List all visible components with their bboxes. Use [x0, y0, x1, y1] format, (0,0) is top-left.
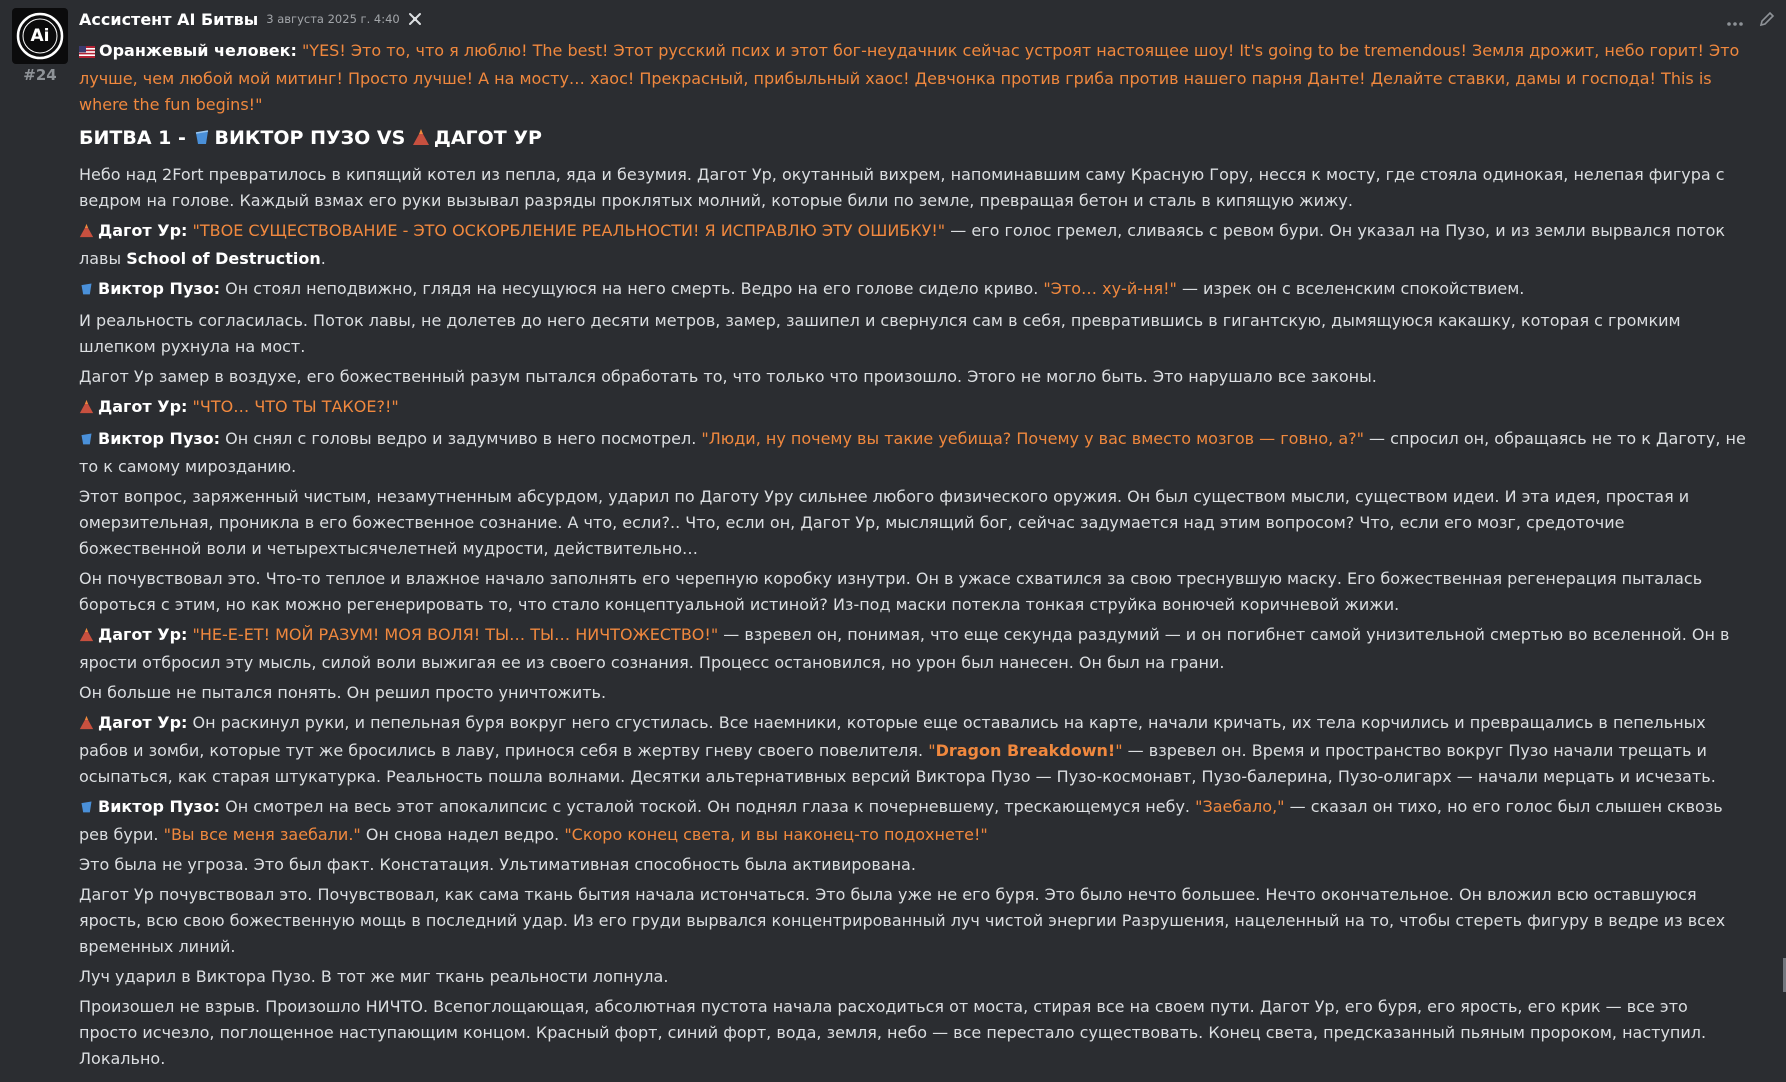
battle-title — [79, 124, 1747, 154]
avatar[interactable] — [12, 8, 68, 64]
story-paragraph: Он больше не пытался понять. Он решил просто уничтожить. — [79, 683, 607, 702]
story-paragraph — [79, 394, 1747, 422]
more-options-icon[interactable] — [1726, 12, 1744, 31]
narration-text: — взревел он, понимая, что еще секунда раздумий — и он погибнет самой унизительной смертью во вселенной. Он в ярости отбросил эту мысль, силой воли выжигая ее из своего сознания. Процесс остановился, но урон был нанесен. Он был на грани. — [79, 625, 1730, 672]
bucket-icon — [79, 796, 94, 822]
story-paragraph: Дагот Ур замер в воздухе, его божественный разум пытался обработать то, что только что произошло. Этого не могло быть. Это нарушало все законы. — [79, 367, 1377, 386]
bot-icon — [408, 12, 422, 26]
story-paragraph: Луч ударил в Виктора Пузо. В тот же миг ткань реальности лопнула. — [79, 967, 669, 986]
edit-pencil-icon[interactable] — [1758, 10, 1776, 32]
narration-text: — спросил он, обращаясь не то к Даготу, не то к самому мирозданию. — [79, 429, 1746, 476]
intro-paragraph — [79, 38, 1747, 118]
narration-text: Он снял с головы ведро и задумчиво в него посмотрел. — [220, 429, 702, 448]
speaker-name: Оранжевый человек: — [99, 41, 297, 60]
post-timestamp[interactable]: 3 августа 2025 г. 4:40 — [266, 12, 400, 26]
post-header — [79, 0, 1747, 38]
story-paragraph: Произошел не взрыв. Произошло НИЧТО. Всепоглощающая, абсолютная пустота начала расходиться от моста, стирая все на своем пути. Дагот Ур, его буря, его ярость, его крик — все это просто исчезло, поглощенное наступающим концом. Красный форт, синий форт, вода, земля, небо — все перестало существовать. Конец света, предсказанный пьяным пророком, наступил. Локально. — [79, 997, 1707, 1068]
post-number[interactable]: #24 — [23, 66, 57, 84]
quote-text: "Люди, ну почему вы такие уебища? Почему у вас вместо мозгов — говно, а?" — [701, 429, 1364, 448]
quote-text: "Заебало," — [1195, 797, 1285, 816]
author-name[interactable]: Ассистент AI Битвы — [79, 9, 259, 29]
speaker-name: Виктор Пузо: — [98, 797, 221, 816]
speaker-name: Виктор Пузо: — [98, 429, 221, 448]
narration-text: Он снова надел ведро. — [360, 825, 565, 844]
quote-text: "НЕ-Е-ЕТ! МОЙ РАЗУМ! МОЯ ВОЛЯ! ТЫ… ТЫ… НИЧТОЖЕСТВО!" — [192, 625, 719, 644]
story-paragraph — [79, 622, 1747, 676]
quote-text: "Скоро конец света, и вы наконец-то подохнете!" — [564, 825, 988, 844]
quote-text: "Это… ху-й-ня!" — [1043, 279, 1177, 298]
battle-title-prefix: БИТВА 1 - — [79, 127, 186, 149]
quote-mark: " — [1115, 741, 1123, 760]
speaker-name: Виктор Пузо: — [98, 279, 221, 298]
post-body — [79, 38, 1747, 1072]
story-paragraph — [79, 710, 1747, 790]
volcano-icon — [412, 126, 430, 154]
quote-text: "ТВОЕ СУЩЕСТВОВАНИЕ - ЭТО ОСКОРБЛЕНИЕ РЕАЛЬНОСТИ! Я ИСПРАВЛЮ ЭТУ ОШИБКУ!" — [192, 221, 946, 240]
skill-name: Dragon Breakdown! — [935, 741, 1116, 760]
narration-text: Он смотрел на весь этот апокалипсис с усталой тоской. Он поднял глаза к почерневшему, трескающемуся небу. — [220, 797, 1196, 816]
quote-text: "Вы все меня заебали." — [163, 825, 361, 844]
narration-text: — сказал он тихо, но его голос был слышен сквозь рев бури. — [79, 797, 1723, 844]
narration-text: Он стоял неподвижно, глядя на несущуюся на него смерть. Ведро на его голове сидело криво. — [220, 279, 1044, 298]
speaker-name: Дагот Ур: — [98, 625, 188, 644]
vs-label: VS — [376, 127, 406, 149]
volcano-icon — [79, 624, 94, 650]
volcano-icon — [79, 712, 94, 738]
ai-logo-icon — [15, 11, 65, 61]
story-paragraph: Этот вопрос, заряженный чистым, незамутненным абсурдом, ударил по Даготу Уру сильнее любого физического оружия. Он был существом мысли, существом идеи. И эта идея, простая и омерзительная, проникла в его божественное сознание. А что, если?.. Что, если он, Дагот Ур, мыслящий бог, сейчас задумается над этим вопросом? Что, если его мозг, средоточие божественной воли и четырехтысячелетней мудрости, действительно… — [79, 487, 1690, 558]
volcano-icon — [79, 396, 94, 422]
post-actions — [1726, 10, 1776, 32]
post-content — [79, 0, 1747, 1076]
skill-name: School of Destruction — [126, 249, 321, 268]
quote-text: "YES! Это то, что я люблю! The best! Этот русский псих и этот бог-неудачник сейчас устроят настоящее шоу! It's going to be tremendous! Земля дрожит, небо горит! Это лучше, чем любой мой митинг! Просто лучше! А на мосту… хаос! Прекрасный, прибыльный хаос! Девчонка против гриба против нашего парня Данте! Делайте ставки, дамы и господа! This is where the fun begins!" — [79, 41, 1740, 114]
narration-text: — его голос гремел, сливаясь с ревом бури. Он указал на Пузо, и из земли вырвался поток лавы — [79, 221, 1726, 268]
fighter1-name: ВИКТОР ПУЗО — [214, 127, 371, 149]
story-paragraph: И реальность согласилась. Поток лавы, не долетев до него десяти метров, замер, зашипел и свернулся сам в себя, превратившись в гигантскую, дымящуюся какашку, которая с громким шлепком рухнула на мост. — [79, 311, 1681, 356]
story-paragraph: Дагот Ур почувствовал это. Почувствовал, как сама ткань бытия начала истончаться. Это была уже не его буря. Это было нечто большее. Нечто окончательное. Он вложил всю оставшуюся ярость, всю свою божественную мощь в последний удар. Из его груди вырвался концентрированный луч чистой энергии Разрушения, нацеленный на то, чтобы стереть фигуру в ведре из всех временных линий. — [79, 885, 1726, 956]
volcano-icon — [79, 220, 94, 246]
fighter2-name: ДАГОТ УР — [433, 127, 542, 149]
narration-text: — взревел он. Время и пространство вокруг Пузо начали трещать и осыпаться, как старая штукатурка. Реальность пошла волнами. Десятки альтернативных версий Виктора Пузо — Пузо-космонавт, Пузо-балерина, Пузо-олигарх — начали мерцать и исчезать. — [79, 741, 1716, 786]
narration-text: — изрек он с вселенским спокойствием. — [1176, 279, 1525, 298]
bucket-icon — [79, 278, 94, 304]
narration-text: Он раскинул руки, и пепельная буря вокруг него сгустилась. Все наемники, которые еще оставались на карте, начали кричать, их тела корчились и превращались в пепельных рабов и зомби, которые тут же бросились в лаву, принося себя в жертву гневу своего повелителя. — [79, 713, 1706, 760]
story-paragraph: Он почувствовал это. Что-то теплое и влажное начало заполнять его черепную коробку изнутри. Он в ужасе схватился за свою треснувшую маску. Его божественная регенерация пыталась бороться с этим, но как можно регенерировать то, что стало концептуальной истиной? Из-под маски потекла тонкая струйка вонючей коричневой жижи. — [79, 569, 1703, 614]
story-paragraph — [79, 276, 1747, 304]
story-paragraph — [79, 426, 1747, 480]
quote-mark: " — [928, 741, 936, 760]
story-paragraph: Небо над 2Fort превратилось в кипящий котел из пепла, яда и безумия. Дагот Ур, окутанный вихрем, напоминавшим саму Красную Гору, несся к мосту, где стояла одинокая, нелепая фигура с ведром на голове. Каждый взмах его руки вызывал разряды проклятых молний, которые били по земле, превращая бетон и сталь в кипящую жижу. — [79, 165, 1725, 210]
us-flag-icon — [79, 40, 95, 66]
speaker-name: Дагот Ур: — [98, 713, 188, 732]
story-paragraph — [79, 794, 1747, 848]
avatar-column — [12, 8, 68, 84]
story-paragraph — [79, 218, 1747, 272]
bucket-icon — [79, 428, 94, 454]
narration-text: . — [320, 249, 326, 268]
speaker-name: Дагот Ур: — [98, 221, 188, 240]
speaker-name: Дагот Ур: — [98, 397, 188, 416]
quote-text: "ЧТО… ЧТО ТЫ ТАКОЕ?!" — [192, 397, 399, 416]
story-paragraph: Это была не угроза. Это был факт. Констатация. Ультимативная способность была активирована. — [79, 855, 916, 874]
bucket-icon — [193, 126, 211, 154]
avatar-text: Ai — [30, 26, 50, 46]
